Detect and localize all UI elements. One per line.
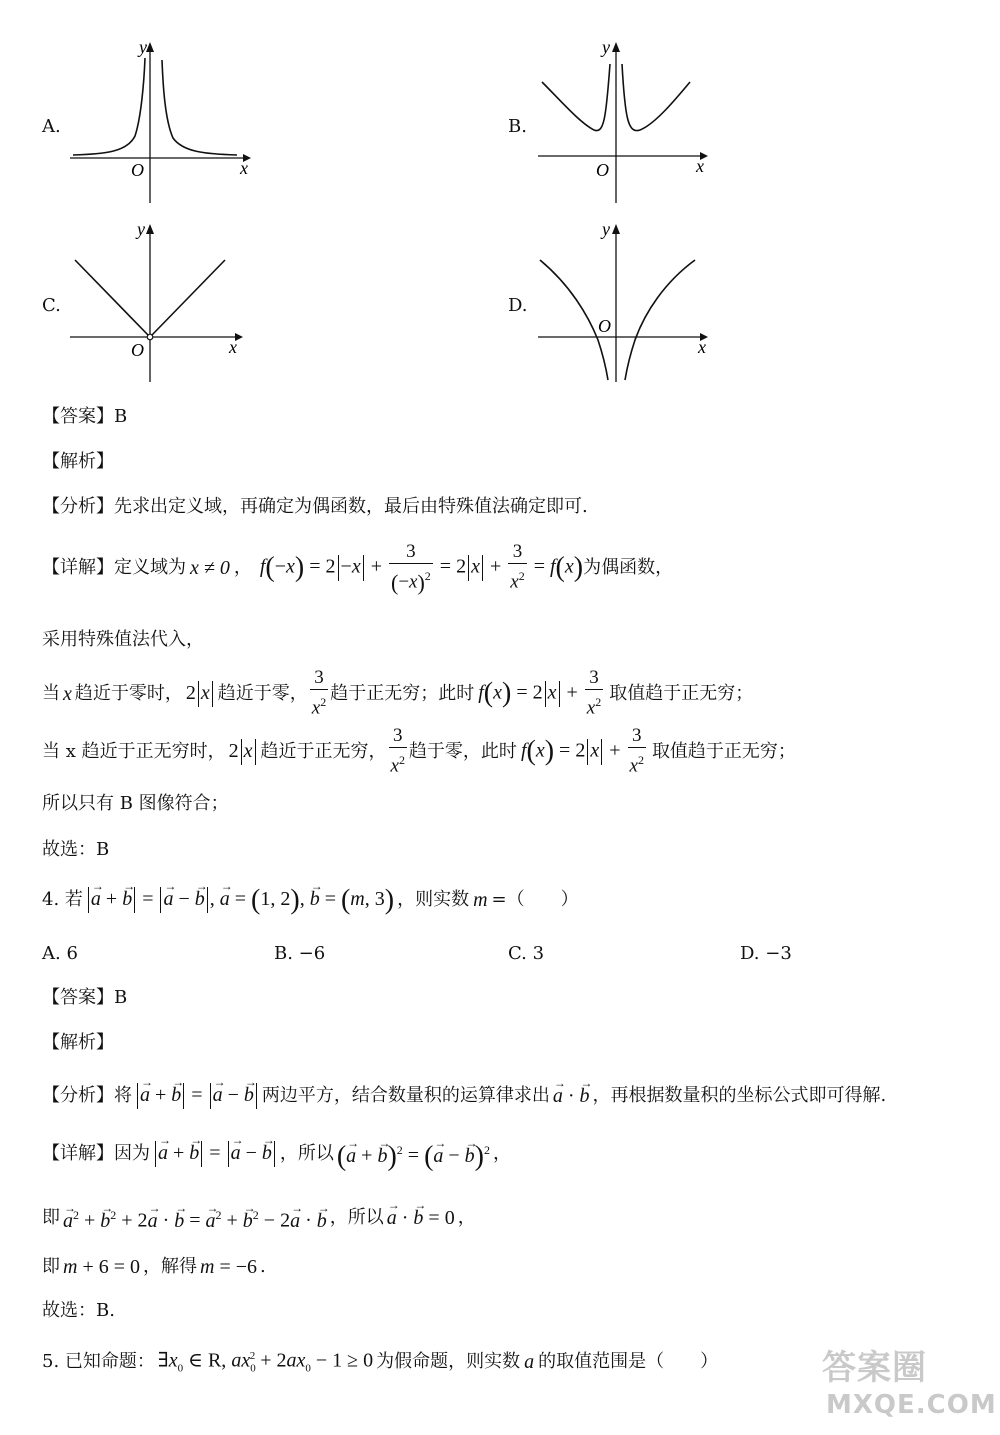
graph-a [65,38,255,208]
graph-d [530,220,720,390]
option-a-label: A. [42,116,61,137]
graph-c [65,220,255,390]
xiangjie-lead: 定义域为 [114,557,186,578]
q3-answer: 【答案】B [42,406,128,427]
q4-analysis-tag: 【解析】 [42,1032,114,1053]
q4-xiangjie: 【详解】 因为 → a + → b = → a − → b ，所以 (→ a + → b)$^2$ = (→ a − → b)$^2$ ， [42,1134,511,1174]
q3-xiangjie: 【详解】 定义域为 x ≠ 0 ， f(−x) = 2 −x + $\frac{3}{(-x)^2}$ = 2 x + $\frac{3}{x^2}$ = f(x) 为偶函数， [42,541,674,595]
axis-x-label: x [696,156,704,176]
axis-x-label: x [698,337,706,357]
q4-option-a: A. 6 [42,943,78,964]
even-text: 为偶函数， [583,557,674,578]
axis-y-label: y [137,220,145,239]
graph-b [530,38,720,208]
axis-x-label: x [229,337,237,357]
q3-line-infinity: 当 x 趋近于正无穷时， 2 x 趋近于正无穷， $\frac{3}{x^2}$ 趋于零，此时 f(x) = 2 x + $\frac{3}{x^2}$ 取值趋于正无穷； [42,725,796,777]
q4-fenxi: 【分析】 将 → a + → b = → a − → b 两边平方，结合数量积的运算律求出 → a · → b ，再根据数量积的坐标公式即可得解. [42,1078,886,1114]
domain-expr: x ≠ 0 [190,557,230,579]
option-b-label: B. [508,116,527,137]
watermark-logo: 答案圈 [822,1348,927,1388]
q4-expand: 即 → $a^2$ + → $b^2 + 2\to a$ · → b = → $a^2$ + → $b^2 - 2\to a$ · → b ，所以 → a · → b = 0 ， [42,1200,476,1236]
axis-y-label: y [602,220,610,239]
origin-label: O [131,160,144,180]
origin-label: O [596,160,609,180]
q4-option-b: B. −6 [274,943,326,964]
option-c-label: C. [42,295,61,316]
even-function-formula: f(−x) = 2 −x + $\frac{3}{(-x)^2}$ = 2 x + $\frac{3}{x^2}$ = f(x) [259,541,584,595]
fenxi-text: 先求出定义域，再确定为偶函数，最后由特殊值法确定即可. [114,496,588,517]
q3-only-b: 所以只有 B 图像符合； [42,793,229,814]
q4-answer: 【答案】B [42,987,128,1008]
axis-y-label: y [602,38,610,57]
q3-choose: 故选：B [42,839,110,860]
q3-line-zero: 当 x 趋近于零时， 2 x 趋近于零， $\frac{3}{x^2}$ 趋于正无穷；此时 f(x) = 2 x + $\frac{3}{x^2}$ 取值趋于正无穷； [42,667,754,719]
origin-label: O [598,316,611,336]
q3-special-line: 采用特殊值法代入， [42,629,204,650]
q4-solve: 即 m + 6 = 0 ，解得 m = −6 . [42,1256,266,1278]
xiangjie-tag: 【详解】 [42,557,114,578]
q4-stem: 4. 若 → a + → b = → a − → b , → a = (1, 2), → b = (m, 3) ，则实数 m =（ ） [42,882,579,918]
q3-fenxi [42,495,588,519]
option-d-label: D. [508,295,528,316]
fenxi-tag: 【分析】 [42,496,114,517]
q4-choose: 故选：B. [42,1300,115,1321]
axis-x-label: x [240,158,248,178]
q5-stem: 5. 已知命题： $\exists x_0$ ∈ R, $ax_0^2 + 2ax_0 - 1 \ge 0$ 为假命题，则实数 a 的取值范围是（ ） [42,1349,719,1375]
q4-option-d: D. −3 [740,943,792,964]
watermark-site: MXQE.COM [826,1390,997,1420]
origin-label: O [131,340,144,360]
q4-option-c: C. 3 [508,943,545,964]
axis-y-label: y [139,38,147,57]
q3-analysis-tag: 【解析】 [42,451,114,472]
